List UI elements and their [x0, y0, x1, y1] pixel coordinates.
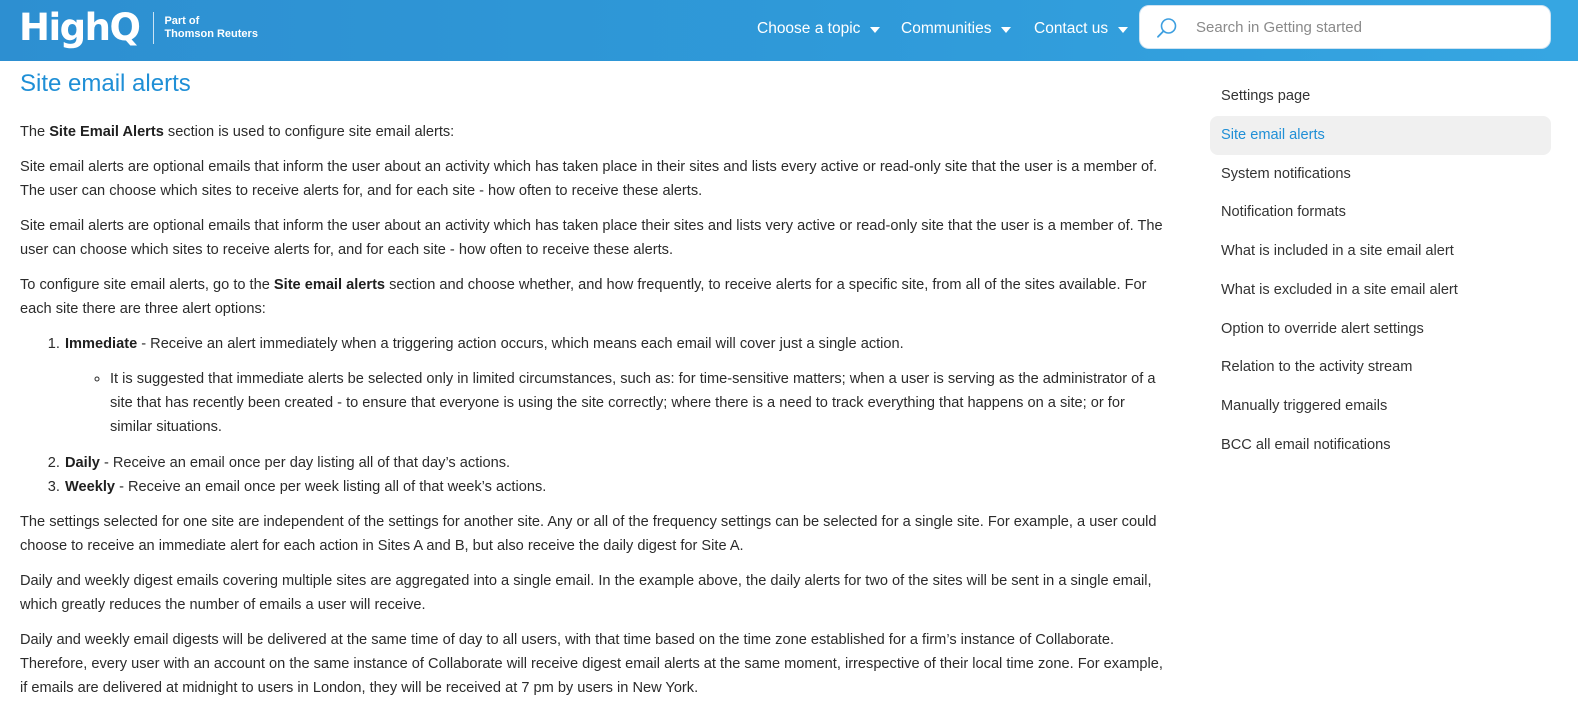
- paragraph: The settings selected for one site are independent of the settings for another site. Any or all of the frequency settings can be selected for a single site. For example, a user could choose to receive an immediate alert for each action in Sites A and B, but also receive the daily digest for Site A.: [20, 514, 1157, 554]
- paragraph: Site email alerts are optional emails that inform the user about an activity which has taken place their sites and lists very active or read-only site that the user is a member of. The user can choose which sites to receive alerts for, and for each site - how often to receive these alerts.: [20, 218, 1163, 258]
- configure-paragraph: [20, 273, 1165, 321]
- logo-divider: [153, 12, 154, 44]
- bold-text: Weekly: [65, 479, 116, 495]
- chevron-down-icon: [1118, 27, 1128, 33]
- search-icon: [1156, 17, 1178, 39]
- list-item-immediate: [64, 332, 1165, 439]
- text: - Receive an email once per week listing all of that week’s actions.: [115, 479, 547, 495]
- text: section and choose whether, and how frequently, to receive alerts for a specific site, from all of the sites available. For each site there are three alert options:: [20, 277, 1147, 317]
- text: - Receive an alert immediately when a triggering action occurs, which means each email will cover just a single action.: [137, 336, 904, 352]
- nav-contact-us[interactable]: [1034, 0, 1128, 58]
- chevron-down-icon: [870, 27, 880, 33]
- intro-paragraph: [20, 120, 1165, 144]
- logo-tagline-line2: Thomson Reuters: [164, 28, 258, 40]
- top-navigation-bar: [0, 0, 1578, 61]
- text: - Receive an email once per day listing all of that day’s actions.: [99, 455, 511, 471]
- list-item: ◦ It is suggested that immediate alerts be selected only in limited circumstances, such as: for time-sensitive matters; when a user is serving as the administrator of a site that has recently been created - to ensure that everyone is using the site correctly; where there is a need to track everything that happens on a site; or for similar situations.: [110, 367, 1165, 439]
- toc-item-bcc-all-email-notifications[interactable]: BCC all email notifications: [1221, 436, 1391, 453]
- article-content: [20, 68, 1165, 711]
- list-item-weekly: [64, 475, 1165, 499]
- toc-item-override-alert-settings[interactable]: Option to override alert settings: [1221, 320, 1424, 337]
- toc-item-manually-triggered-emails[interactable]: Manually triggered emails: [1221, 398, 1388, 414]
- list-item-daily: [64, 451, 1165, 475]
- logo-wordmark: HighQ: [19, 6, 140, 49]
- nav-communities[interactable]: [901, 0, 1011, 58]
- chevron-down-icon: [1001, 27, 1011, 33]
- logo-tagline-line1: Part of: [164, 15, 200, 27]
- bold-text: Site email alerts: [273, 277, 386, 293]
- toc-item-what-is-included[interactable]: What is included in a site email alert: [1221, 243, 1454, 259]
- text: To configure site email alerts, go to the: [20, 277, 274, 293]
- bold-text: Immediate: [65, 336, 138, 352]
- toc-item-system-notifications[interactable]: System notifications: [1221, 165, 1351, 182]
- search-box[interactable]: [1139, 5, 1551, 49]
- bold-text: Daily: [65, 455, 100, 471]
- nav-label: Contact us: [1034, 20, 1109, 37]
- text: The: [20, 124, 50, 140]
- highq-logo[interactable]: [19, 7, 264, 49]
- nav-label: Communities: [901, 20, 992, 37]
- text: section is used to configure site email alerts:: [163, 124, 455, 140]
- page-title: Site email alerts: [20, 70, 191, 97]
- toc-item-site-email-alerts[interactable]: Site email alerts: [1210, 116, 1551, 155]
- table-of-contents: [1210, 77, 1551, 465]
- search-input[interactable]: [1196, 6, 1536, 48]
- nav-choose-a-topic[interactable]: [757, 0, 880, 58]
- alert-options-list: [20, 332, 1165, 499]
- bold-text: Site Email Alerts: [49, 124, 164, 140]
- paragraph: Site email alerts are optional emails that inform the user about an activity which has taken place in their sites and lists every active or read-only site that the user is a member of. The user can choose which sites to receive alerts for, and for each site - how often to receive these alerts.: [20, 159, 1158, 199]
- sub-list: [65, 367, 1165, 439]
- logo-tagline: [164, 15, 264, 41]
- paragraph: Daily and weekly digest emails covering multiple sites are aggregated into a single email. In the example above, the daily alerts for two of the sites will be sent in a single email, which greatly reduces the number of emails a user will receive.: [20, 573, 1152, 613]
- paragraph: Daily and weekly email digests will be delivered at the same time of day to all users, with that time based on the time zone established for a firm’s instance of Collaborate. Therefore, every user with an account on the same instance of Collaborate will receive digest email alerts at the same moment, irrespective of their local time zone. For example, if emails are delivered at midnight to users in London, they will be received at 7 pm by users in New York.: [20, 632, 1163, 696]
- nav-label: Choose a topic: [757, 20, 861, 37]
- toc-item-what-is-excluded[interactable]: What is excluded in a site email alert: [1221, 281, 1458, 298]
- toc-item-settings-page[interactable]: Settings page: [1221, 88, 1311, 104]
- toc-item-activity-stream[interactable]: Relation to the activity stream: [1221, 359, 1413, 376]
- toc-item-notification-formats[interactable]: Notification formats: [1221, 204, 1346, 221]
